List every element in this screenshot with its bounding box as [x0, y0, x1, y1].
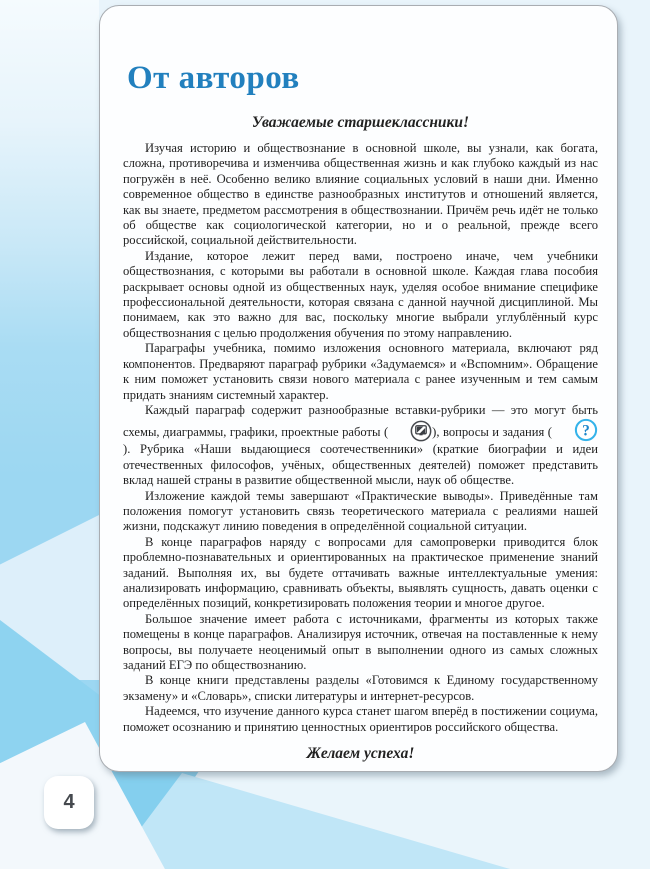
page-title: От авторов — [127, 60, 300, 96]
paragraph-4 — [123, 403, 598, 489]
body-text — [123, 141, 598, 735]
paragraph-4-segment-1: Каждый параграф содержит разнообразные вставки-рубрики — это могут быть схемы, диаграммы, графики, проектные работы ( — [123, 402, 598, 440]
page-number-badge — [44, 776, 94, 829]
page-content — [100, 58, 617, 763]
paragraph-1: Изучая историю и обществознание в основной школе, вы узнали, как богата, сложна, противоречива и изменчива общественная жизнь и как глубоко каждый из нас погружён в неё. Особенно велико влияние социальных условий в наши дни. Именно современное общество в единстве разнообразных институтов и отношений является, как вы знаете, предметом рассмотрения в обществознании. Причём речь идёт не только об обществе как социологической категории, но и о реальной, прежде всего российской, социальной действительности. — [123, 141, 598, 248]
paragraph-3: Параграфы учебника, помимо изложения основного материала, включают ряд компонентов. Предваряют параграф рубрики «Задумаемся» и «Вспомним». Обращение к ним поможет установить связи нового материала с ранее изученным и тем самым придать знаниям системный характер. — [123, 341, 598, 402]
page-number: 4 — [63, 791, 75, 813]
paragraph-4-segment-3: ). Рубрика «Наши выдающиеся соотечественники» (краткие биографии и идеи отечественных философов, учёных, общественных деятелей) поможет представить вклад нашей страны в развитие общественной мысли, наук об обществе. — [123, 442, 598, 488]
salutation: Уважаемые старшеклассники! — [251, 114, 470, 131]
closing-message: Желаем успеха! — [306, 745, 415, 763]
paragraph-5: Изложение каждой темы завершают «Практические выводы». Приведённые там положения помогут установить связь теоретического материала с реалиями нашей жизни, подскажут линию поведения в определённой социальной ситуации. — [123, 488, 598, 534]
paragraph-7: Большое значение имеет работа с источниками, фрагменты из которых также помещены в конце параграфов. Анализируя источник, отвечая на поставленные к нему вопросы, вы получаете неоценимый опыт в выполнении одного из самых сложных заданий ЕГЭ по обществознанию. — [123, 611, 598, 672]
paragraph-4-segment-2: ), вопросы и задания ( — [432, 425, 552, 440]
paragraph-6: В конце параграфов наряду с вопросами для самопроверки приводится блок проблемно-познавательных и ориентированных на практическое применение знаний заданий. Выполняя их, вы будете оттачивать важные интеллектуальные умения: анализировать информацию, сравнивать объекты, выявлять сущность, давать оценки с определённых позиций, конкретизировать положения теории и многое другое. — [123, 534, 598, 611]
paragraph-9: Надеемся, что изучение данного курса станет шагом вперёд в постижении социума, поможет осознанию и принятию ценностных ориентиров российского общества. — [123, 704, 598, 734]
paragraph-2: Издание, которое лежит перед вами, построено иначе, чем учебники обществознания, с которыми вы работали в основной школе. Каждая глава пособия раскрывает основы одной из общественных наук, уделяя особое внимание специфике профессиональной деятельности, которая связана с данной научной дисциплиной. Мы понимаем, как это важно для вас, поскольку многие выбрали углублённый курс обществознания с целью продолжения обучения по этому направлению. — [123, 248, 598, 340]
question-mark-icon — [552, 418, 598, 442]
svg-text:?: ? — [582, 422, 590, 440]
page-card — [99, 5, 618, 772]
project-work-icon — [388, 420, 432, 442]
paragraph-8: В конце книги представлены разделы «Готовимся к Единому государственному экзамену» и «Словарь», списки литературы и интернет-ресурсов. — [123, 673, 598, 703]
